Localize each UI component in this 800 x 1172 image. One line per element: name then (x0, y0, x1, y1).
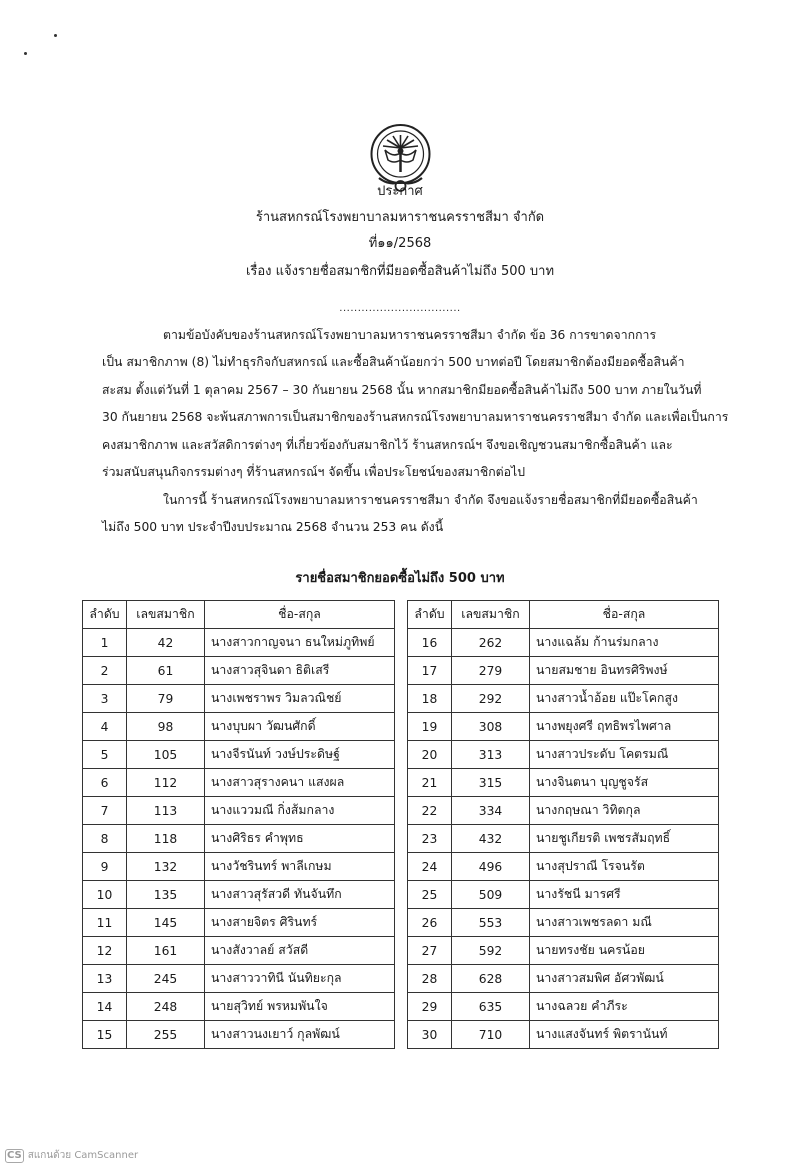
column-header-no: ลำดับ (408, 601, 452, 629)
column-header-member-id: เลขสมาชิก (452, 601, 530, 629)
member-table-right (407, 600, 719, 1049)
row-number: 19 (408, 713, 452, 741)
member-id: 105 (127, 741, 205, 769)
row-number: 4 (83, 713, 127, 741)
member-name: นางสาวประดับ โคตรมณี (530, 741, 719, 769)
table-row (408, 825, 719, 853)
member-id: 42 (127, 629, 205, 657)
table-row (83, 825, 395, 853)
table-row (408, 685, 719, 713)
paragraph-line: ร่วมสนับสนุนกิจกรรมต่างๆ ที่ร้านสหกรณ์ฯ จัดขึ้น เพื่อประโยชน์ของสมาชิกต่อไป (102, 465, 526, 479)
row-number: 15 (83, 1021, 127, 1049)
table-row (408, 965, 719, 993)
member-id: 262 (452, 629, 530, 657)
row-number: 16 (408, 629, 452, 657)
member-id: 710 (452, 1021, 530, 1049)
member-id: 161 (127, 937, 205, 965)
member-name: นางบุบผา วัฒนศักดิ์ (205, 713, 395, 741)
paragraph-line: ตามข้อบังคับของร้านสหกรณ์โรงพยาบาลมหาราชนครราชสีมา จำกัด ข้อ 36 การขาดจากการ (163, 328, 657, 342)
member-name: นางสาววาทินี นันทิยะกุล (205, 965, 395, 993)
member-id: 628 (452, 965, 530, 993)
table-row (408, 797, 719, 825)
member-table-left (82, 600, 395, 1049)
member-id: 509 (452, 881, 530, 909)
member-name: นายทรงชัย นครน้อย (530, 937, 719, 965)
member-name: นางสุปราณี โรจนรัต (530, 853, 719, 881)
member-id: 79 (127, 685, 205, 713)
member-id: 98 (127, 713, 205, 741)
table-row (408, 937, 719, 965)
table-row (408, 993, 719, 1021)
row-number: 22 (408, 797, 452, 825)
member-id: 313 (452, 741, 530, 769)
member-name: นางสาวนงเยาว์ กุลพัฒน์ (205, 1021, 395, 1049)
table-row (408, 713, 719, 741)
member-name: นางสังวาลย์ สวัสดี (205, 937, 395, 965)
member-id: 112 (127, 769, 205, 797)
table-row (83, 993, 395, 1021)
member-id: 432 (452, 825, 530, 853)
table-header-row (408, 601, 719, 629)
announcement-number: ที่๑๑/2568 (368, 236, 432, 251)
table-header-row (83, 601, 395, 629)
table-row (83, 965, 395, 993)
member-name: นายสุวิทย์ พรหมพันใจ (205, 993, 395, 1021)
member-id: 118 (127, 825, 205, 853)
table-row (83, 741, 395, 769)
row-number: 1 (83, 629, 127, 657)
row-number: 14 (83, 993, 127, 1021)
announcement-subject: เรื่อง แจ้งรายชื่อสมาชิกที่มียอดซื้อสินค้าไม่ถึง 500 บาท (245, 264, 555, 279)
paragraph-line: เป็น สมาชิกภาพ (8) ไม่ทำธุรกิจกับสหกรณ์ และซื้อสินค้าน้อยกว่า 500 บาทต่อปี โดยสมาชิกต้องมียอดซื้อสินค้า (102, 355, 685, 369)
row-number: 26 (408, 909, 452, 937)
table-row (83, 909, 395, 937)
table-row (83, 1021, 395, 1049)
table-row (83, 797, 395, 825)
member-name: นางสาวสุรางคนา แสงผล (205, 769, 395, 797)
scan-speck (54, 34, 57, 37)
member-id: 145 (127, 909, 205, 937)
member-name: นางสาวเพชรลดา มณี (530, 909, 719, 937)
member-name: นางสาวสุรัสวดี ทันจันทึก (205, 881, 395, 909)
member-id: 308 (452, 713, 530, 741)
paragraph-line: 30 กันยายน 2568 จะพ้นสภาพการเป็นสมาชิกของร้านสหกรณ์โรงพยาบาลมหาราชนครราชสีมา จำกัด และเพื่อเป็นการ (102, 410, 729, 424)
member-name: นางแสงจันทร์ พิตรานันท์ (530, 1021, 719, 1049)
scanner-watermark (5, 1148, 138, 1163)
paragraph-line: สะสม ตั้งแต่วันที่ 1 ตุลาคม 2567 – 30 กันยายน 2568 นั้น หากสมาชิกมียอดซื้อสินค้าไม่ถึง 500 บาท ภายในวันที่ (102, 383, 702, 397)
row-number: 10 (83, 881, 127, 909)
table-row (83, 685, 395, 713)
member-name: นางแววมณี กิ่งส้มกลาง (205, 797, 395, 825)
member-id: 635 (452, 993, 530, 1021)
member-id: 132 (127, 853, 205, 881)
member-id: 245 (127, 965, 205, 993)
member-name: นางวัชรินทร์ พาลีเกษม (205, 853, 395, 881)
member-id: 292 (452, 685, 530, 713)
table-row (83, 713, 395, 741)
table-row (83, 629, 395, 657)
table-row (83, 881, 395, 909)
table-row (408, 657, 719, 685)
member-name: นางสาวสมพิศ อัศวพัฒน์ (530, 965, 719, 993)
member-name: นายสมชาย อินทรศิริพงษ์ (530, 657, 719, 685)
member-name: นางรัชนี มารศรี (530, 881, 719, 909)
member-id: 61 (127, 657, 205, 685)
table-row (408, 769, 719, 797)
row-number: 6 (83, 769, 127, 797)
column-header-name: ชื่อ-สกุล (530, 601, 719, 629)
row-number: 7 (83, 797, 127, 825)
column-header-member-id: เลขสมาชิก (127, 601, 205, 629)
row-number: 27 (408, 937, 452, 965)
row-number: 12 (83, 937, 127, 965)
table-row (408, 853, 719, 881)
row-number: 18 (408, 685, 452, 713)
row-number: 30 (408, 1021, 452, 1049)
row-number: 8 (83, 825, 127, 853)
member-id: 334 (452, 797, 530, 825)
paragraph-line: ไม่ถึง 500 บาท ประจำปีงบประมาณ 2568 จำนวน 253 คน ดังนี้ (102, 520, 444, 534)
row-number: 2 (83, 657, 127, 685)
row-number: 24 (408, 853, 452, 881)
member-name: นางจินตนา บุญชูจรัส (530, 769, 719, 797)
scan-speck (24, 52, 27, 55)
table-row (408, 741, 719, 769)
member-name: นางพยุงศรี ฤทธิพรไพศาล (530, 713, 719, 741)
member-name: นางฉลวย คำภีระ (530, 993, 719, 1021)
row-number: 21 (408, 769, 452, 797)
member-name: นางสายจิตร ศิรินทร์ (205, 909, 395, 937)
member-name: นางศิริธร คำพุทธ (205, 825, 395, 853)
table-row (408, 1021, 719, 1049)
row-number: 5 (83, 741, 127, 769)
member-name: นางแฉล้ม ก้านร่มกลาง (530, 629, 719, 657)
table-row (408, 909, 719, 937)
member-id: 553 (452, 909, 530, 937)
member-name: นายชูเกียรติ เพชรสัมฤทธิ์ (530, 825, 719, 853)
row-number: 20 (408, 741, 452, 769)
member-list-title: รายชื่อสมาชิกยอดซื้อไม่ถึง 500 บาท (295, 571, 505, 586)
row-number: 17 (408, 657, 452, 685)
row-number: 9 (83, 853, 127, 881)
member-id: 592 (452, 937, 530, 965)
member-id: 315 (452, 769, 530, 797)
column-header-name: ชื่อ-สกุล (205, 601, 395, 629)
row-number: 13 (83, 965, 127, 993)
row-number: 11 (83, 909, 127, 937)
row-number: 3 (83, 685, 127, 713)
paragraph-line: ในการนี้ ร้านสหกรณ์โรงพยาบาลมหาราชนครราชสีมา จำกัด จึงขอแจ้งรายชื่อสมาชิกที่มียอดซื้อสินค้า (163, 493, 698, 507)
table-row (83, 657, 395, 685)
table-row (83, 937, 395, 965)
member-id: 496 (452, 853, 530, 881)
member-id: 255 (127, 1021, 205, 1049)
table-row (408, 881, 719, 909)
organization-name: ร้านสหกรณ์โรงพยาบาลมหาราชนครราชสีมา จำกัด (255, 210, 545, 225)
row-number: 29 (408, 993, 452, 1021)
table-row (408, 629, 719, 657)
member-id: 135 (127, 881, 205, 909)
row-number: 28 (408, 965, 452, 993)
divider: ................................. (339, 303, 461, 314)
member-name: นางเพชราพร วิมลวณิชย์ (205, 685, 395, 713)
table-row (83, 853, 395, 881)
member-id: 279 (452, 657, 530, 685)
column-header-no: ลำดับ (83, 601, 127, 629)
watermark-text: สแกนด้วย CamScanner (27, 1150, 139, 1161)
row-number: 23 (408, 825, 452, 853)
paragraph-line: คงสมาชิกภาพ และสวัสดิการต่างๆ ที่เกี่ยวข้องกับสมาชิกไว้ ร้านสหกรณ์ฯ จึงขอเชิญชวนสมาชิกซื้อสินค้า และ (102, 438, 673, 452)
camscanner-icon: CS (7, 1149, 22, 1161)
member-name: นางสาวน้ำอ้อย แป๊ะโคกสูง (530, 685, 719, 713)
member-name: นางสาวกาญจนา ธนใหม่ภูทิพย์ (205, 629, 395, 657)
member-name: นางจีรนันท์ วงษ์ประดิษฐ์ (205, 741, 395, 769)
row-number: 25 (408, 881, 452, 909)
member-name: นางกฤษณา วิทิตกุล (530, 797, 719, 825)
member-name: นางสาวสุจินดา ธิติเสรี (205, 657, 395, 685)
member-id: 248 (127, 993, 205, 1021)
member-id: 113 (127, 797, 205, 825)
announcement-label: ประกาศ (377, 184, 423, 199)
table-row (83, 769, 395, 797)
